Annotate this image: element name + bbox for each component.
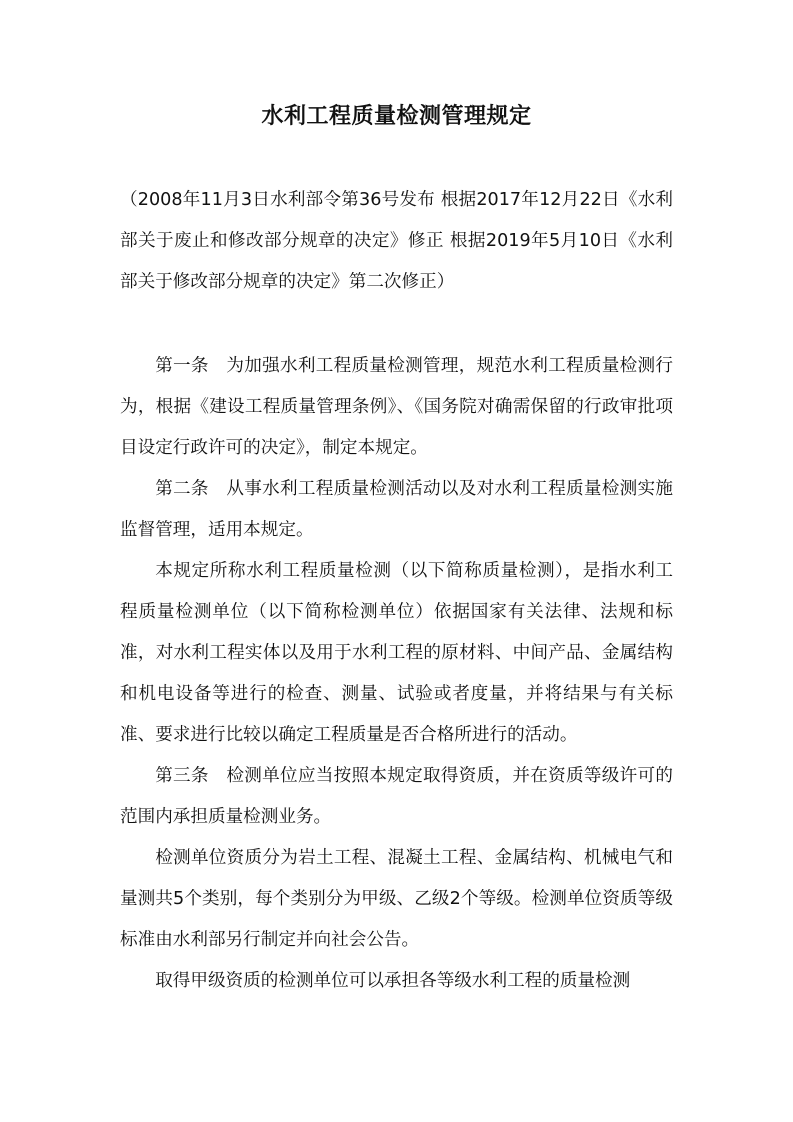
document-title: 水利工程质量检测管理规定 — [261, 104, 532, 129]
article-2 — [120, 469, 673, 551]
article-text: 从事水利工程质量检测活动以及对水利工程质量检测实施监督管理，适用本规定。 — [120, 479, 673, 540]
document-body — [120, 346, 673, 1002]
article-text: 检测单位应当按照本规定取得资质，并在资质等级许可的范围内承担质量检测业务。 — [120, 766, 673, 827]
article-2-paragraph-2: 本规定所称水利工程质量检测（以下简称质量检测），是指水利工程质量检测单位（以下简称检测单位）依据国家有关法律、法规和标准，对水利工程实体以及用于水利工程的原材料、中间产品、金属结构和机电设备等进行的检查、测量、试验或者度量，并将结果与有关标准、要求进行比较以确定工程质量是否合格所进行的活动。 — [120, 561, 673, 745]
article-number: 第三条 — [155, 766, 209, 786]
article-number: 第一条 — [155, 356, 209, 376]
article-3-paragraph-3: 取得甲级资质的检测单位可以承担各等级水利工程的质量检测 — [155, 971, 631, 991]
article-3-paragraph-2: 检测单位资质分为岩土工程、混凝土工程、金属结构、机械电气和量测共5个类别，每个类别分为甲级、乙级2个等级。检测单位资质等级标准由水利部另行制定并向社会公告。 — [120, 848, 673, 950]
article-3 — [120, 756, 673, 838]
article-1 — [120, 346, 673, 469]
document-preamble: （2008年11月3日水利部令第36号发布 根据2017年12月22日《水利部关于废止和修改部分规章的决定》修正 根据2019年5月10日《水利部关于修改部分规章的决定》第二次修正） — [120, 190, 673, 292]
article-text: 为加强水利工程质量检测管理，规范水利工程质量检测行为，根据《建设工程质量管理条例》、《国务院对确需保留的行政审批项目设定行政许可的决定》，制定本规定。 — [120, 356, 673, 458]
article-number: 第二条 — [155, 479, 209, 499]
